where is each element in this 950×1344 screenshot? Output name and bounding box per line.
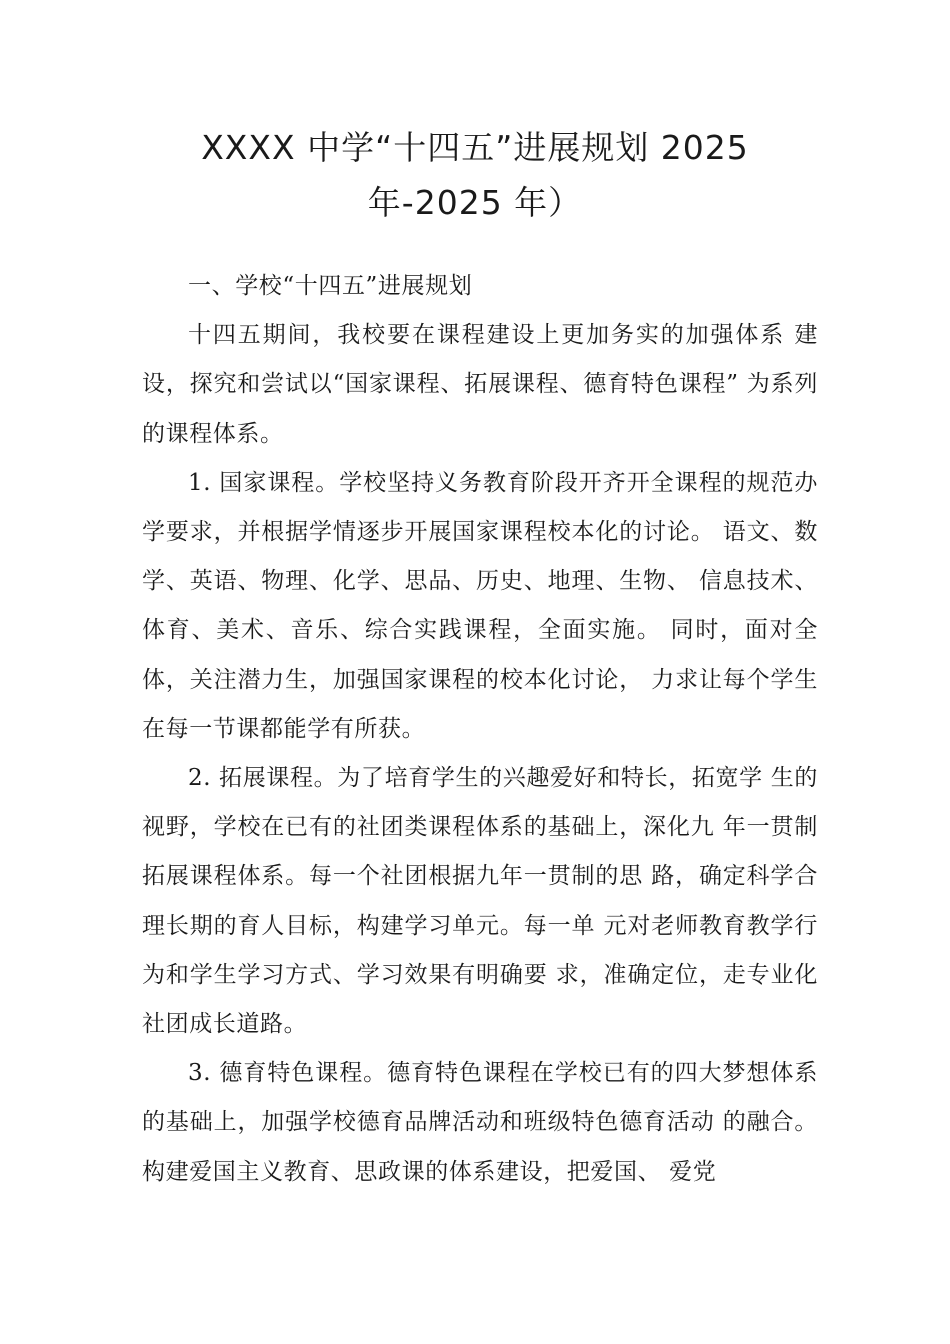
document-title: XXXX 中学“十四五”进展规划 2025 年-2025 年）: [201, 128, 749, 222]
paragraph-moral-curriculum: 3. 德育特色课程。德育特色课程在学校已有的四大梦想体系的基础上，加强学校德育品牌活动和班级特色德育活动 的融合。构建爱国主义教育、思政课的体系建设，把爱国、 爱党: [142, 1060, 818, 1185]
document-body: [142, 262, 818, 1197]
paragraph-national-curriculum: 1. 国家课程。学校坚持义务教育阶段开齐开全课程的规范办学要求，并根据学情逐步开展国家课程校本化的讨论。 语文、数学、英语、物理、化学、思品、历史、地理、生物、 信息技术、体育、美术、音乐、综合实践课程，全面实施。 同时，面对全体，关注潜力生，加强国家课程的校本化讨论， 力求让每个学生在每一节课都能学有所获。: [142, 469, 818, 742]
paragraph-extended-curriculum: 2. 拓展课程。为了培育学生的兴趣爱好和特长，拓宽学 生的视野，学校在已有的社团类课程体系的基础上，深化九 年一贯制拓展课程体系。每一个社团根据九年一贯制的思 路，确定科学合理长期的育人目标，构建学习单元。每一单 元对老师教育教学行为和学生学习方式、学习效果有明确要 求，准确定位，走专业化社团成长道路。: [142, 765, 818, 1038]
paragraph-intro: 十四五期间，我校要在课程建设上更加务实的加强体系 建设，探究和尝试以“国家课程、拓展课程、德育特色课程” 为系列的课程体系。: [142, 322, 818, 447]
section-heading: 一、学校“十四五”进展规划: [188, 273, 473, 299]
